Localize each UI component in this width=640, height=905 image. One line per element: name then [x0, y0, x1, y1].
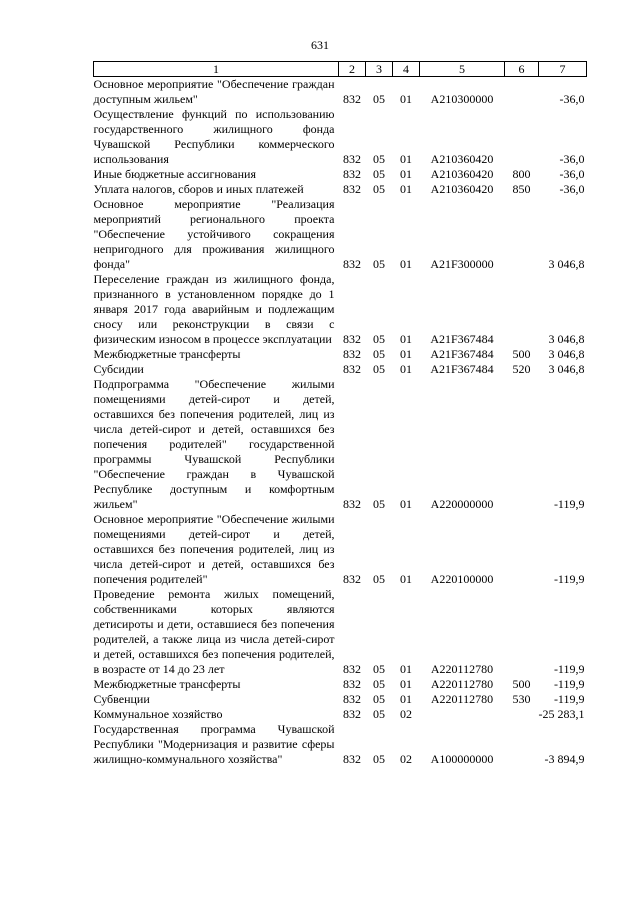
amount-cell: 3 046,8: [548, 257, 585, 271]
expense-type-cell: [505, 272, 539, 347]
ministry-code-cell: 832: [343, 332, 361, 346]
table-row: [94, 722, 587, 767]
column-header: 6: [505, 62, 539, 77]
row-name-cell: Основное мероприятие "Обеспечение граждан доступным жильем": [93, 77, 335, 106]
row-name-cell: Переселение граждан из жилищного фонда, признанного в установленном порядке до 1 января 2017 года аварийным и подлежащим сносу или реконструкции в связи с физическим износом в процессе эксплуатации: [93, 272, 335, 346]
section-code-cell: 05: [373, 257, 385, 271]
column-header: 7: [539, 62, 587, 77]
ministry-code-cell: 832: [343, 707, 361, 721]
expense-type-cell: 520: [512, 362, 531, 376]
row-name-cell: Основное мероприятие "Обеспечение жилыми помещениями детей-сирот и детей, оставшихся без попечения родителей, лиц из числа детей-сирот и детей, оставшихся без попечения родителей": [93, 512, 335, 586]
subsection-code-cell: 01: [400, 92, 412, 106]
table-row: [94, 377, 587, 512]
expense-type-cell: [505, 707, 539, 722]
target-article-cell: А220000000: [430, 497, 494, 511]
target-article-cell: А210300000: [430, 92, 494, 106]
section-code-cell: 05: [373, 332, 385, 346]
amount-cell: -119,9: [553, 497, 585, 511]
section-code-cell: 05: [373, 497, 385, 511]
table-row: [94, 167, 587, 182]
row-name-cell: Уплата налогов, сборов и иных платежей: [93, 182, 304, 196]
section-code-cell: 05: [373, 182, 385, 196]
column-header: 5: [420, 62, 505, 77]
table-row: [94, 347, 587, 362]
ministry-code-cell: 832: [343, 497, 361, 511]
subsection-code-cell: 01: [400, 332, 412, 346]
target-article-cell: А210360420: [430, 167, 494, 181]
subsection-code-cell: 01: [400, 572, 412, 586]
target-article-cell: А21F367484: [430, 347, 494, 361]
amount-cell: -36,0: [559, 167, 585, 181]
section-code-cell: 05: [373, 362, 385, 376]
column-number-header: [94, 62, 587, 77]
amount-cell: -25 283,1: [538, 707, 585, 721]
subsection-code-cell: 01: [400, 257, 412, 271]
table-row: [94, 587, 587, 677]
column-header: 3: [366, 62, 393, 77]
row-name-cell: Государственная программа Чувашской Республики "Модернизация и развитие сферы жилищно-коммунального хозяйства": [93, 722, 335, 766]
column-header: 2: [339, 62, 366, 77]
target-article-cell: А220100000: [430, 572, 494, 586]
row-name-cell: Субсидии: [93, 362, 144, 376]
amount-cell: -119,9: [553, 572, 585, 586]
section-code-cell: 05: [373, 677, 385, 691]
target-article-cell: А220112780: [430, 662, 494, 676]
subsection-code-cell: 01: [400, 497, 412, 511]
table-row: [94, 197, 587, 272]
expense-type-cell: 500: [512, 677, 531, 691]
expense-type-cell: [505, 587, 539, 677]
ministry-code-cell: 832: [343, 752, 361, 766]
ministry-code-cell: 832: [343, 167, 361, 181]
subsection-code-cell: 02: [400, 707, 412, 721]
table-row: [94, 707, 587, 722]
section-code-cell: 05: [373, 92, 385, 106]
expense-type-cell: [505, 107, 539, 167]
table-row: [94, 362, 587, 377]
ministry-code-cell: 832: [343, 692, 361, 706]
subsection-code-cell: 01: [400, 152, 412, 166]
ministry-code-cell: 832: [343, 662, 361, 676]
ministry-code-cell: 832: [343, 677, 361, 691]
section-code-cell: 05: [373, 752, 385, 766]
expense-type-cell: [505, 512, 539, 587]
table-row: [94, 692, 587, 707]
section-code-cell: 05: [373, 167, 385, 181]
subsection-code-cell: 01: [400, 677, 412, 691]
amount-cell: 3 046,8: [548, 347, 585, 361]
expense-type-cell: [505, 722, 539, 767]
table-body: [94, 77, 587, 768]
row-name-cell: Межбюджетные трансферты: [93, 347, 241, 361]
expense-type-cell: 850: [512, 182, 531, 196]
ministry-code-cell: 832: [343, 182, 361, 196]
ministry-code-cell: 832: [343, 347, 361, 361]
target-article-cell: А220112780: [430, 677, 494, 691]
section-code-cell: 05: [373, 707, 385, 721]
row-name-cell: Осуществление функций по использованию государственного жилищного фонда Чувашской Республики коммерческого использования: [93, 107, 335, 166]
target-article-cell: [420, 707, 505, 722]
ministry-code-cell: 832: [343, 362, 361, 376]
ministry-code-cell: 832: [343, 572, 361, 586]
subsection-code-cell: 01: [400, 662, 412, 676]
expense-type-cell: 500: [512, 347, 531, 361]
row-name-cell: Иные бюджетные ассигнования: [93, 167, 256, 181]
section-code-cell: 05: [373, 692, 385, 706]
table-row: [94, 512, 587, 587]
amount-cell: -119,9: [553, 692, 585, 706]
target-article-cell: А21F367484: [430, 362, 494, 376]
table-row: [94, 182, 587, 197]
table-row: [94, 107, 587, 167]
amount-cell: 3 046,8: [548, 332, 585, 346]
amount-cell: -36,0: [559, 92, 585, 106]
amount-cell: -3 894,9: [544, 752, 585, 766]
row-name-cell: Коммунальное хозяйство: [93, 707, 223, 721]
subsection-code-cell: 02: [400, 752, 412, 766]
target-article-cell: А21F300000: [430, 257, 494, 271]
target-article-cell: А100000000: [430, 752, 494, 766]
amount-cell: 3 046,8: [548, 362, 585, 376]
row-name-cell: Субвенции: [93, 692, 150, 706]
ministry-code-cell: 832: [343, 257, 361, 271]
subsection-code-cell: 01: [400, 167, 412, 181]
target-article-cell: А210360420: [430, 152, 494, 166]
subsection-code-cell: 01: [400, 692, 412, 706]
section-code-cell: 05: [373, 347, 385, 361]
target-article-cell: А220112780: [430, 692, 494, 706]
row-name-cell: Основное мероприятие "Реализация мероприятий регионального проекта "Обеспечение устойчивого сокращения непригодного для проживания жилищного фонда": [93, 197, 335, 271]
amount-cell: -36,0: [559, 152, 585, 166]
table-row: [94, 77, 587, 108]
expense-type-cell: [505, 197, 539, 272]
row-name-cell: Межбюджетные трансферты: [93, 677, 241, 691]
row-name-cell: Подпрограмма "Обеспечение жилыми помещениями детей-сирот и детей, оставшихся без попечения родителей, лиц из числа детей-сирот и детей, оставшихся без попечения родителей" государственной программы Чувашской Республики "Обеспечение граждан в Чувашской Республике доступным и комфортным жильем": [93, 377, 335, 511]
ministry-code-cell: 832: [343, 92, 361, 106]
page-number: 631: [311, 38, 329, 52]
expense-type-cell: 530: [512, 692, 531, 706]
section-code-cell: 05: [373, 662, 385, 676]
subsection-code-cell: 01: [400, 362, 412, 376]
budget-table: [93, 61, 587, 767]
column-header: 4: [393, 62, 420, 77]
subsection-code-cell: 01: [400, 182, 412, 196]
expense-type-cell: [505, 377, 539, 512]
target-article-cell: А210360420: [430, 182, 494, 196]
target-article-cell: А21F367484: [430, 332, 494, 346]
amount-cell: -119,9: [553, 662, 585, 676]
row-name-cell: Проведение ремонта жилых помещений, собственниками которых являются детисироты и дети, оставшиеся без попечения родителей, а также лица из числа детей-сирот и детей, оставшихся без попечения родителей, в возрасте от 14 до 23 лет: [93, 587, 335, 676]
section-code-cell: 05: [373, 152, 385, 166]
section-code-cell: 05: [373, 572, 385, 586]
ministry-code-cell: 832: [343, 152, 361, 166]
expense-type-cell: 800: [512, 167, 531, 181]
column-header: 1: [94, 62, 339, 77]
amount-cell: -36,0: [559, 182, 585, 196]
expense-type-cell: [505, 77, 539, 108]
subsection-code-cell: 01: [400, 347, 412, 361]
table-row: [94, 272, 587, 347]
table-row: [94, 677, 587, 692]
amount-cell: -119,9: [553, 677, 585, 691]
